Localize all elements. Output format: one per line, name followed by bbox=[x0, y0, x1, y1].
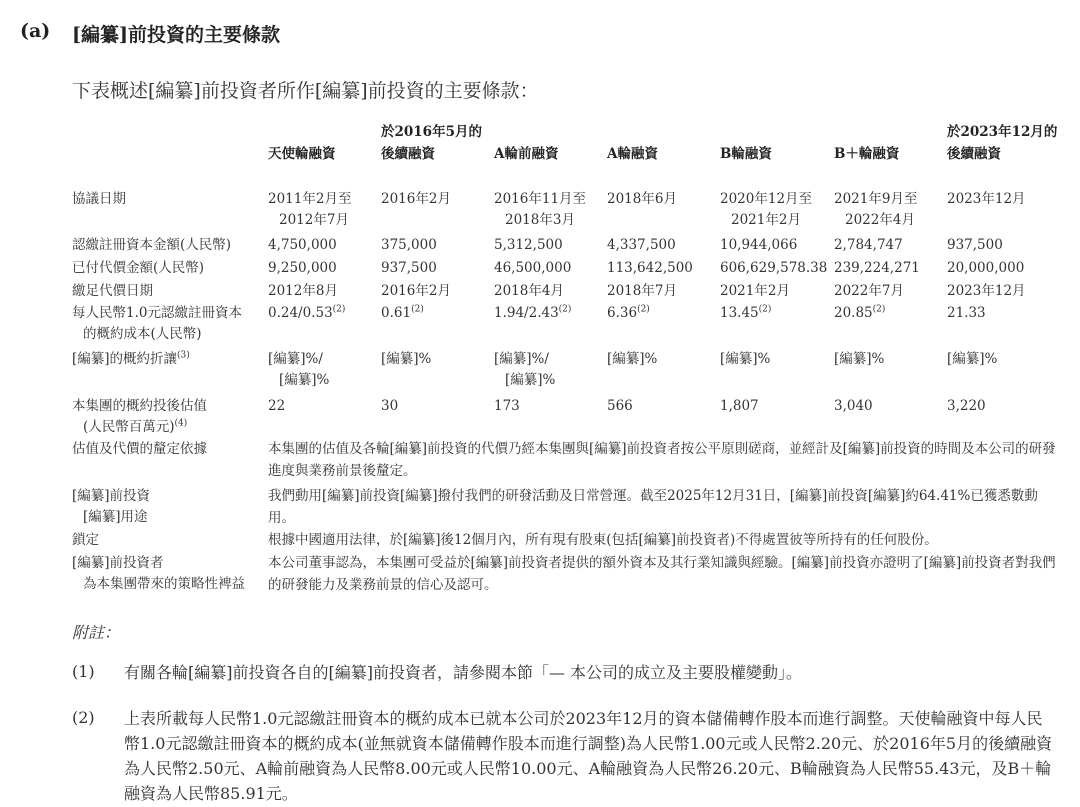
section-label: (a) bbox=[20, 20, 51, 42]
row-text: 本公司董事認為，本集團可受益於[編纂]前投資者提供的額外資本及其行業知識與經驗。[編纂]前投資亦證明了[編纂]前投資者對我們的研發能力及業務前景的信心及認可。 bbox=[268, 555, 1056, 593]
intro-paragraph: 下表概述[編纂]前投資者所作[編纂]前投資的主要條款： bbox=[72, 80, 539, 102]
table-cell: 2023年12月 bbox=[947, 191, 1026, 207]
table-cell: 2012年8月 bbox=[268, 283, 338, 299]
column-header bbox=[834, 143, 899, 165]
notes-title: 附註： bbox=[72, 623, 121, 642]
column-header-label: A輪前融資 bbox=[494, 146, 559, 162]
table-cell: 173 bbox=[494, 398, 520, 414]
cell-line: [編纂]%/ bbox=[268, 351, 323, 367]
table-cell: 2016年2月 bbox=[381, 283, 451, 299]
row-label bbox=[72, 349, 190, 370]
cell-line: 2021年9月至 bbox=[834, 191, 918, 207]
table-cell: 10,944,066 bbox=[720, 237, 798, 253]
table-cell: 5,312,500 bbox=[494, 237, 563, 253]
table-cell: 606,629,578.38 bbox=[720, 260, 828, 276]
column-header-label: B輪融資 bbox=[720, 146, 772, 162]
row-label-line: 每人民幣1.0元認繳註冊資本 bbox=[72, 305, 242, 321]
row-label-line: 本集團的概約投後估值 bbox=[72, 398, 207, 414]
table-cell: 239,224,271 bbox=[834, 260, 920, 276]
cell-line: 2016年11月至 bbox=[494, 191, 587, 207]
cell-line: 2021年2月 bbox=[731, 212, 801, 228]
cell-line: [編纂]% bbox=[279, 372, 330, 388]
row-text: 根據中國適用法律，於[編纂]後12個月內，所有現有股東(包括[編纂]前投資者)不得處置彼等所持有的任何股份。 bbox=[268, 532, 938, 548]
table-cell: 2021年2月 bbox=[720, 283, 790, 299]
table-cell bbox=[720, 303, 771, 324]
table-cell: [編纂]% bbox=[607, 351, 658, 367]
footnote-ref: (2) bbox=[332, 304, 346, 315]
table-cell: 937,500 bbox=[381, 260, 437, 276]
column-header-label: B＋輪融資 bbox=[834, 146, 900, 162]
table-cell: 3,040 bbox=[834, 398, 873, 414]
row-label-line: 的概約成本(人民幣) bbox=[83, 326, 202, 342]
row-label: 已付代價金額(人民幣) bbox=[72, 260, 205, 276]
row-label bbox=[72, 303, 242, 345]
column-header bbox=[607, 143, 658, 165]
column-header-label: A輪融資 bbox=[607, 146, 658, 162]
table-cell: [編纂]% bbox=[381, 351, 432, 367]
table-cell bbox=[607, 303, 650, 324]
table-cell: 2018年6月 bbox=[607, 191, 677, 207]
table-cell: 4,337,500 bbox=[607, 237, 676, 253]
row-label: 鎖定 bbox=[72, 532, 99, 548]
table-cell: 46,500,000 bbox=[494, 260, 572, 276]
footnote-ref: (2) bbox=[558, 304, 572, 315]
row-label-line: [編纂]用途 bbox=[83, 509, 148, 525]
table-cell: 375,000 bbox=[381, 237, 437, 253]
table-cell: 566 bbox=[607, 398, 633, 414]
row-label bbox=[72, 553, 245, 595]
row-label: 估值及代價的釐定依據 bbox=[72, 441, 207, 457]
row-label-line: [編纂]前投資 bbox=[72, 488, 151, 504]
row-label bbox=[72, 396, 207, 438]
cell-line: [編纂]% bbox=[505, 372, 556, 388]
column-header-label: 後續融資 bbox=[947, 146, 1001, 162]
row-label-line: [編纂]前投資者 bbox=[72, 555, 164, 571]
cell-value: 6.36 bbox=[607, 305, 638, 321]
row-label: 繳足代價日期 bbox=[72, 283, 153, 299]
table-cell: 30 bbox=[381, 398, 399, 414]
table-cell: [編纂]% bbox=[834, 351, 885, 367]
row-label-line: (人民幣百萬元) bbox=[83, 419, 175, 435]
table-cell: [編纂]% bbox=[720, 351, 771, 367]
table-cell bbox=[268, 189, 351, 231]
row-label-text: [編纂]的概約折讓 bbox=[72, 351, 178, 367]
cell-value: 21.33 bbox=[947, 305, 986, 321]
cell-line: 2018年3月 bbox=[505, 212, 575, 228]
column-header-label: 天使輪融資 bbox=[268, 146, 336, 162]
cell-line: 2022年4月 bbox=[845, 212, 915, 228]
row-label: 認繳註冊資本金額(人民幣) bbox=[72, 237, 232, 253]
footnote-ref: (4) bbox=[174, 418, 188, 429]
footnote-ref: (2) bbox=[758, 304, 772, 315]
table-cell bbox=[494, 189, 586, 231]
table-cell bbox=[268, 303, 345, 324]
table-cell: 2,784,747 bbox=[834, 237, 903, 253]
column-header-label: 於2016年5月的 bbox=[381, 124, 482, 140]
table-cell: 2022年7月 bbox=[834, 283, 904, 299]
footnote-text: 上表所載每人民幣1.0元認繳註冊資本的概約成本已就本公司於2023年12月的資本儲備轉作股本而進行調整。天使輪融資中每人民幣1.0元認繳註冊資本的概約成本(並無就資本儲備轉作股本而進行調整)為人民幣1.00元或人民幣2.20元、於2016年5月的後續融資為人民幣2.50元、A輪前融資為人民幣8.00元或人民幣10.00元、A輪融資為人民幣26.20元、B輪融資為人民幣55.43元，及B＋輪融資為人民幣85.91元。 bbox=[124, 709, 1053, 803]
table-cell: [編纂]% bbox=[947, 351, 998, 367]
column-header bbox=[268, 143, 336, 165]
column-header bbox=[720, 143, 772, 165]
table-cell bbox=[494, 303, 571, 324]
row-label: 協議日期 bbox=[72, 191, 126, 207]
column-header bbox=[947, 121, 1057, 165]
table-cell: 20,000,000 bbox=[947, 260, 1025, 276]
table-cell: 113,642,500 bbox=[607, 260, 693, 276]
footnote-number: (2) bbox=[72, 708, 95, 727]
table-cell bbox=[268, 349, 329, 391]
footnote-ref: (2) bbox=[411, 304, 424, 315]
footnote-ref: (2) bbox=[872, 304, 886, 315]
footnote-ref: (2) bbox=[637, 304, 650, 315]
footnote-ref: (3) bbox=[177, 350, 190, 361]
cell-line: 2012年7月 bbox=[279, 212, 349, 228]
cell-line: [編纂]%/ bbox=[494, 351, 549, 367]
table-cell: 2016年2月 bbox=[381, 191, 451, 207]
cell-value: 13.45 bbox=[720, 305, 759, 321]
table-cell: 22 bbox=[268, 398, 286, 414]
table-cell bbox=[834, 303, 885, 324]
cell-value: 20.85 bbox=[834, 305, 873, 321]
table-cell: 9,250,000 bbox=[268, 260, 337, 276]
table-cell bbox=[947, 303, 986, 324]
cell-value: 0.24/0.53 bbox=[268, 305, 333, 321]
table-cell: 937,500 bbox=[947, 237, 1003, 253]
table-cell bbox=[720, 189, 812, 231]
cell-line: 2020年12月至 bbox=[720, 191, 813, 207]
row-label bbox=[72, 486, 150, 528]
table-cell: 2018年7月 bbox=[607, 283, 677, 299]
row-text: 本集團的估值及各輪[編纂]前投資的代價乃經本集團與[編纂]前投資者按公平原則磋商，並經計及[編纂]前投資的時間及本公司的研發進度與業務前景後釐定。 bbox=[268, 441, 1056, 479]
table-cell: 3,220 bbox=[947, 398, 986, 414]
table-cell: 2023年12月 bbox=[947, 283, 1026, 299]
section-title: [編纂]前投資的主要條款 bbox=[72, 24, 280, 46]
table-cell: 4,750,000 bbox=[268, 237, 337, 253]
column-header-label: 後續融資 bbox=[381, 146, 435, 162]
footnote-number: (1) bbox=[72, 662, 95, 681]
table-cell bbox=[381, 303, 424, 324]
cell-value: 1.94/2.43 bbox=[494, 305, 559, 321]
table-cell: 1,807 bbox=[720, 398, 759, 414]
table-cell bbox=[834, 189, 917, 231]
row-text: 我們動用[編纂]前投資[編纂]撥付我們的研發活動及日常營運。截至2025年12月31日，[編纂]前投資[編纂]約64.41%已獲悉數動用。 bbox=[268, 488, 1038, 526]
column-header-label: 於2023年12月的 bbox=[947, 124, 1058, 140]
table-cell bbox=[494, 349, 555, 391]
cell-value: 0.61 bbox=[381, 305, 412, 321]
row-label-line: 為本集團帶來的策略性裨益 bbox=[83, 576, 245, 592]
table-cell: 2018年4月 bbox=[494, 283, 564, 299]
column-header bbox=[381, 121, 482, 165]
footnote-text: 有關各輪[編纂]前投資各自的[編纂]前投資者，請參閱本節「— 本公司的成立及主要股權變動」。 bbox=[124, 663, 803, 682]
column-header bbox=[494, 143, 558, 165]
cell-line: 2011年2月至 bbox=[268, 191, 352, 207]
